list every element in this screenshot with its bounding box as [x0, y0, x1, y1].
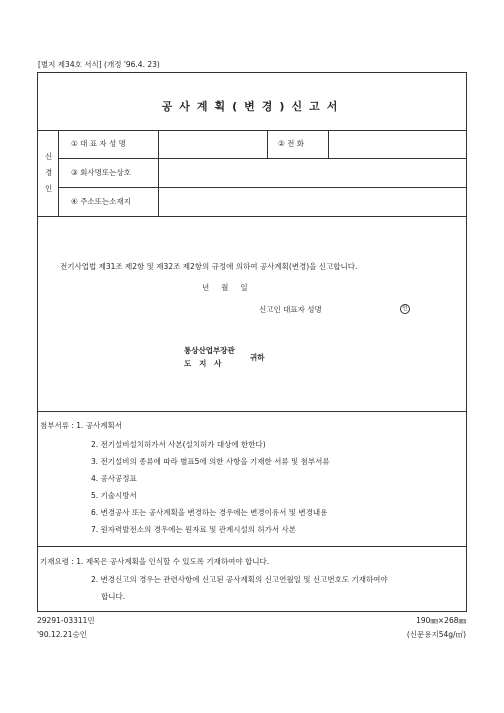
date-line: 년 월 일 [202, 283, 248, 292]
recipient-suffix: 귀하 [250, 353, 265, 362]
seal-mark: 인 [400, 304, 410, 314]
divider [58, 130, 59, 216]
paper-type: (신문용지54g/㎡) [406, 630, 466, 639]
report-form [37, 72, 467, 612]
phone-label: ② 전 화 [278, 139, 304, 148]
applicant-label-char: 경 [45, 168, 53, 177]
divider [38, 216, 466, 217]
attachments-label: 첨부서류 : 1. 공사계획서 [40, 421, 123, 430]
approval-date: '90.12.21승인 [37, 630, 87, 639]
attachment-item: 4. 공사공정표 [91, 474, 137, 483]
notes-label: 기재요령 : 1. 제목은 공사계획을 인식할 수 있도록 기재하여야 합니다. [40, 557, 270, 566]
representative-name-label: ① 대 표 자 성 명 [71, 139, 126, 148]
paper-size: 190㎜×268㎜ [416, 616, 466, 625]
divider [328, 130, 329, 158]
applicant-label-char: 신 [45, 152, 53, 161]
form-number: [별지 제34호 서식] (개정 '96.4. 23) [38, 60, 160, 69]
recipient-minister: 통상산업부장관 [184, 346, 235, 355]
form-title: 공사계획(변경)신고서 [161, 100, 345, 113]
divider [267, 130, 268, 158]
divider [158, 130, 159, 216]
attachment-item: 2. 전기설비설치허가서 사본(설치허가 대상에 한한다) [91, 440, 266, 449]
divider [58, 187, 466, 188]
attachment-item: 7. 원자력발전소의 경우에는 원자료 및 관계시설의 허가서 사본 [91, 525, 296, 534]
attachment-item: 5. 기술시방서 [91, 491, 137, 500]
company-name-label: ③ 회사명또는상호 [71, 168, 131, 177]
statement-text: 전기사업법 제31조 제2항 및 제32조 제2항의 규정에 의하여 공사계획(변경)을 신고합니다. [60, 262, 358, 271]
divider [58, 158, 466, 159]
signer-line: 신고인 대표자 성명 [259, 305, 322, 314]
divider [38, 411, 466, 412]
divider [38, 130, 466, 131]
notes-item-continued: 합니다. [101, 592, 126, 601]
address-label: ④ 주소또는소재지 [71, 197, 131, 206]
notes-item: 2. 변경신고의 경우는 관련사항에 신고된 공사계획의 신고연월일 및 신고번호도 기재하여야 [91, 575, 388, 584]
divider [38, 546, 466, 547]
attachment-item: 3. 전기설비의 종류에 따라 별표5에 의한 사항을 기재한 서류 및 첨부서류 [91, 457, 330, 466]
applicant-label-char: 인 [45, 184, 53, 193]
recipient-governor: 도 지 사 [184, 359, 222, 368]
form-code: 29291-03311민 [37, 616, 95, 625]
attachment-item: 6. 변경공사 또는 공사계획을 변경하는 경우에는 변경이유서 및 변경내용 [91, 508, 328, 517]
